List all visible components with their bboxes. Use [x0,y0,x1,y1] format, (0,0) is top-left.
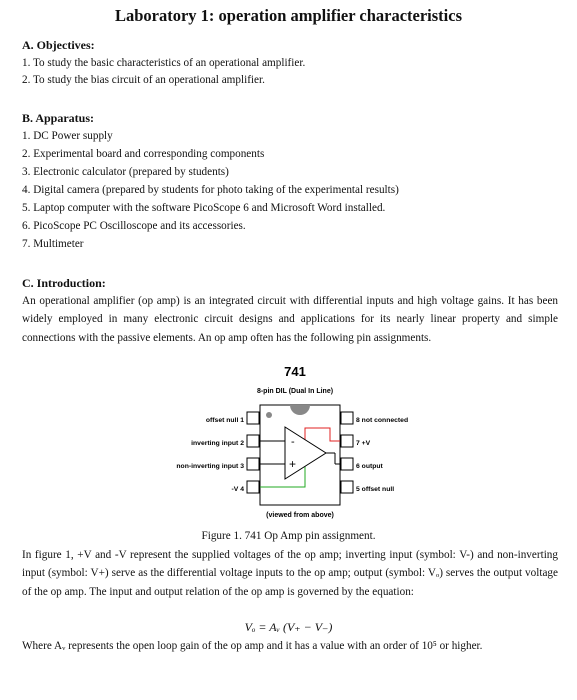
apparatus-heading: B. Apparatus: [22,111,95,125]
pin-4 [247,481,259,493]
pin-8 [341,412,353,424]
minus-sign: - [291,436,295,448]
objective-item: 1. To study the basic characteristics of an operational amplifier. [22,57,306,69]
pin-label-6: 6 output [356,463,383,470]
pin-7 [341,435,353,447]
package-label: 8-pin DIL (Dual In Line) [256,388,334,395]
pin-label-4: -V 4 [231,486,244,493]
pin-6 [341,458,353,470]
gain-note: Where Aᵥ represents the open loop gain of the op amp and it has a value with an order of 10⁵ or higher. [22,640,483,652]
equation: Vₒ = Aᵥ (V₊ − V₋) [244,620,333,634]
apparatus-item: 3. Electronic calculator (prepared by students) [22,166,229,178]
op-amp-pinout-figure [150,355,440,525]
introduction-heading: C. Introduction: [22,276,106,290]
pin-5 [341,481,353,493]
apparatus-item: 7. Multimeter [22,238,84,250]
apparatus-item: 6. PicoScope PC Oscilloscope and its accessories. [22,220,246,232]
pin-3 [247,458,259,470]
pin-label-7: 7 +V [356,440,371,447]
pin1-dot [266,412,272,418]
pin-label-2: inverting input 2 [191,440,244,447]
objectives-heading: A. Objectives: [22,38,95,52]
pin-label-8: 8 not connected [356,417,409,424]
objective-item: 2. To study the bias circuit of an operational amplifier. [22,74,265,86]
apparatus-item: 1. DC Power supply [22,130,113,142]
pin-1 [247,412,259,424]
pin-2 [247,435,259,447]
introduction-paragraph: An operational amplifier (op amp) is an integrated circuit with differential inputs and high voltage gains. It has been widely employed in many electronic circuit designs and applications for its nearly linear property and simple connections with the passive elements. An op amp often has the following pin assignments. [22,295,558,344]
page-title: Laboratory 1: operation amplifier characteristics [114,6,463,25]
apparatus-item: 4. Digital camera (prepared by students for photo taking of the experimental results) [22,184,399,196]
pin-label-5: 5 offset null [356,486,395,493]
pin-description-paragraph: In figure 1, +V and -V represent the supplied voltages of the op amp; inverting input (symbol: V-) and non-inverting input (symbol: V+) serve as the differential voltage inputs to the op amp; output (symbol: Vₒ) serves the output voltage of the op amp. The input and output relation of the op amp is governed by the equation: [22,549,558,598]
pin-label-1: offset null 1 [205,417,244,424]
plus-sign: + [289,457,297,471]
apparatus-item: 5. Laptop computer with the software PicoScope 6 and Microsoft Word installed. [22,202,386,214]
figure-caption: Figure 1. 741 Op Amp pin assignment. [201,530,376,542]
view-note: (viewed from above) [266,512,334,519]
apparatus-item: 2. Experimental board and corresponding components [22,148,265,160]
pin-label-3: non-inverting input 3 [176,463,244,470]
chip-number: 741 [284,364,306,379]
